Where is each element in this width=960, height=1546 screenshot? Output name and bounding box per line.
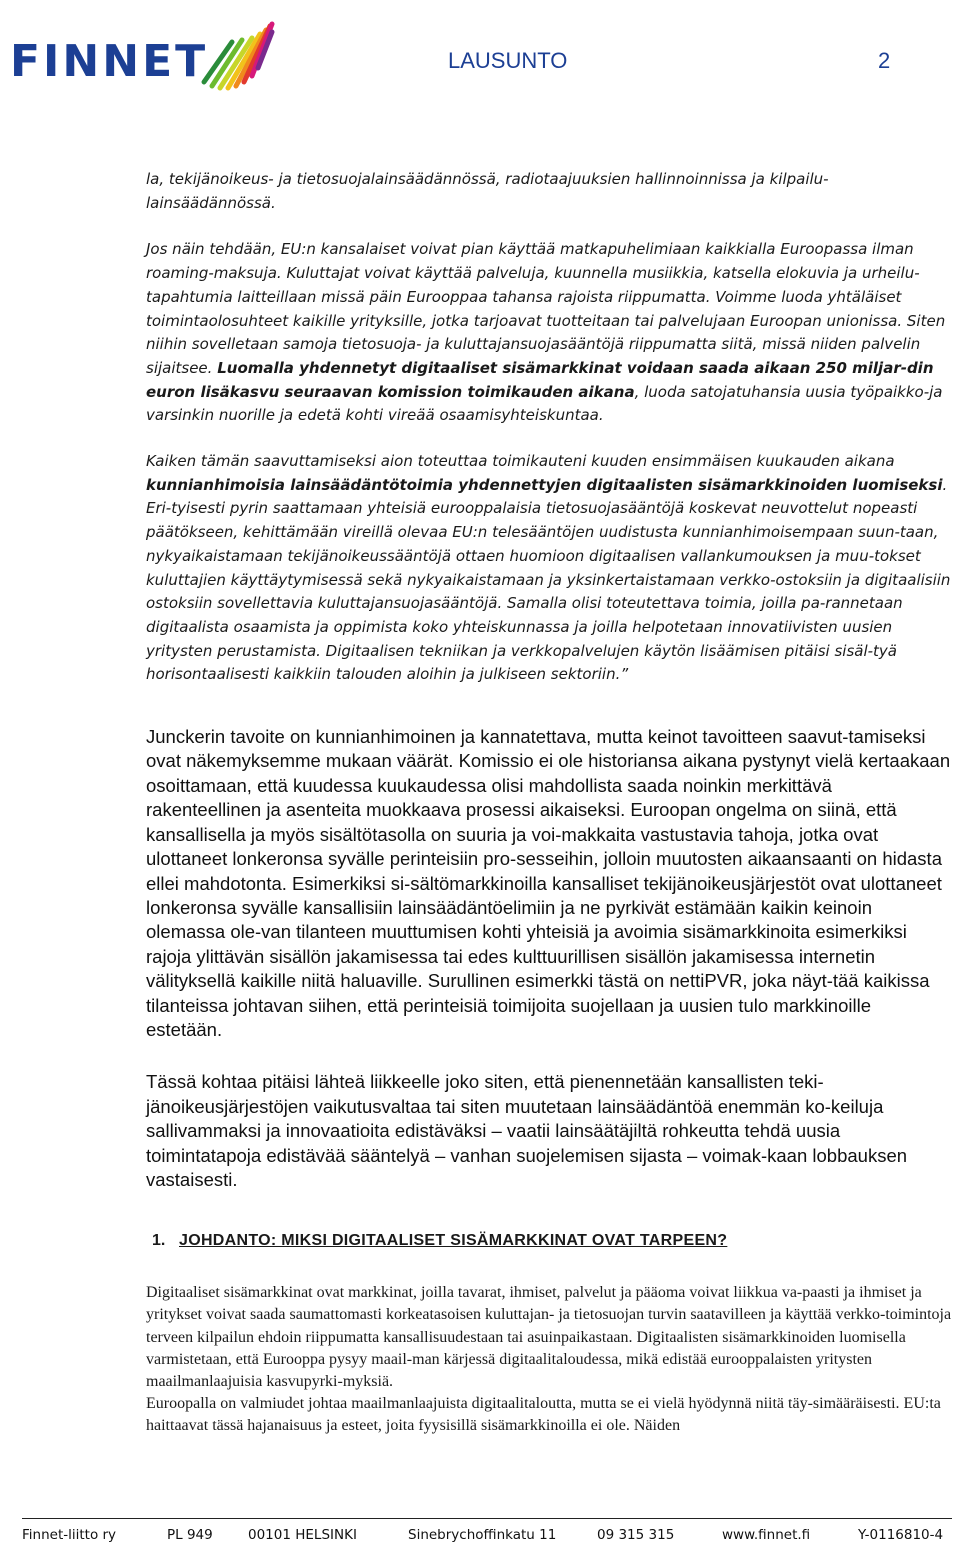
commentary-paragraph-2: Tässä kohtaa pitäisi lähteä liikkeelle joko siten, että pienennetään kansallisten teki-jänoikeusjärjestöjen vaikutusvaltaa tai siten muutetaan lainsäädäntöä enemmän ko-keiluja sallivammaksi ja innovaatioita edistäväksi – vaatii lainsäätäjiltä rohkeutta tehdä uusia toimintatapoja edistävää sääntelyä – vanhan suojelemisen sijasta – voimak-kaan lobbauksen vastaisesti. <box>146 1071 908 1190</box>
quote-paragraph-2 <box>146 238 952 428</box>
footer-phone: 09 315 315 <box>597 1527 675 1543</box>
quote-p2-text-a: Jos näin tehdään, EU:n kansalaiset voivat pian käyttää matkapuhelimiaan kaikkialla Euroopassa ilman roaming-maksuja. Kuluttajat voivat käyttää palveluja, kuunnella musiikkia, katsella elokuvia ja urheilu-tapahtumia laitteillaan missä päin Eurooppaa tahansa rajoista riippumatta. Voimme luoda yhtäläiset toimintaolosuhteet kaikille yrityksille, jotka tarjoavat tuotteitaan tai palvelujaan Euroopan unionissa. Siten niihin sovelletaan samoja tietosuoja- ja kuluttajansuojasääntöjä riippumatta siitä, missä niiden palvelin sijaitsee. <box>146 240 946 377</box>
footer-website-link[interactable]: www.finnet.fi <box>722 1527 811 1543</box>
page-header <box>0 0 960 110</box>
page-number: 2 <box>878 48 891 73</box>
document-type-label: LAUSUNTO <box>448 48 568 73</box>
finnet-logo <box>10 12 270 92</box>
footer-street: Sinebrychoffinkatu 11 <box>408 1527 557 1543</box>
quote-p2-text-b: , luoda satojatuhansia uusia työpaikko-ja varsinkin nuorille ja edetä kohti vireää osaamisyhteiskuntaa. <box>146 382 943 425</box>
footer-business-id: Y-0116810-4 <box>858 1527 944 1543</box>
quote-p3-text-a: Kaiken tämän saavuttamiseksi aion toteuttaa toimikauteni kuuden ensimmäisen kuukauden aikana <box>146 452 895 471</box>
intro-paragraph-1: Digitaaliset sisämarkkinat ovat markkinat, joilla tavarat, ihmiset, palvelut ja pääoma voivat liikkua va-paasti ja ihmiset ja yritykset voivat saada saumattomasti korkeatasoisen kuluttajan- ja tietosuojan turvin saatavilleen ja käyttää verkko-toimintoja terveen kilpailun ehdoin riippumatta kansallisuudestaan tai asuinpaikastaan. Digitaalisten sisämarkkinoiden luomisella varmistetaan, että Eurooppa pysyy maail-man kärjessä digitaalitaloudessa, mikä edistää eurooppalaisten yritysten maailmanlaajuisia kasvupyrki-myksiä. <box>146 1284 952 1390</box>
logo-wordmark: FINNET <box>10 36 209 87</box>
logo-stripes-icon <box>196 12 276 92</box>
section-heading <box>152 1232 952 1250</box>
document-body <box>146 168 952 1437</box>
intro-paragraph-2: Euroopalla on valmiudet johtaa maailmanlaajuista digitaalitaloutta, mutta se ei vielä hyödynnä niitä täy-simääräisesti. EU:ta haittaavat tässä hajanaisuus ja esteet, joita fyysisillä sisämarkkinoilla ei ole. Näiden <box>146 1394 941 1434</box>
section-number: 1. <box>152 1232 166 1250</box>
quote-p3-text-b: . Eri-tyisesti pyrin saattamaan yhteisiä eurooppalaisia tietosuojasääntöjä koskevat neuvottelut nopeasti päätökseen, kehittämään vireillä olevaa EU:n telesääntöjen uudistusta kunnianhimoisempaan suun-taan, nykyaikaistamaan tekijänoikeussääntöjä ottaen huomioon digitaalisen vallankumouksen ja muu-tokset kuluttajien käyttäytymisessä sekä nykyaikaistamaan ja yksinkertaistamaan verkko-ostoksiin ja digitaalisiin ostoksiin sovellettavia kuluttajansuojasääntöjä. Samalla olisi toteutettava toimia, joilla pa-rannetaan digitaalista osaamista ja oppimista koko yhteiskunnassa ja joilla helpotetaan innovatiivisten uusien yritysten perustamista. Digitaalisen tekniikan ja verkkopalvelujen käytön lisäämisen pitäisi sisäl-tyä horisontaalisesti kaikkiin talouden aloihin ja julkiseen sektoriin.” <box>146 475 951 684</box>
quote-paragraph-3 <box>146 450 952 687</box>
footer-pobox: PL 949 <box>167 1527 213 1543</box>
section-title: JOHDANTO: MIKSI DIGITAALISET SISÄMARKKINAT OVAT TARPEEN? <box>179 1232 728 1250</box>
commentary-paragraph-1: Junckerin tavoite on kunnianhimoinen ja kannatettava, mutta keinot tavoitteen saavut-tamiseksi ovat näkemyksemme mukaan väärät. Komissio ei ole historiansa aikana pystynyt vielä kertaakaan osoittamaan, että kuudessa kuukaudessa olisi mahdollista saada noinkin merkittävä rakenteellinen ja asenteita muokkaava prosessi aikaiseksi. Euroopan ongelma on siinä, että kansallisella ja myös sisältötasolla on suuria ja voi-makkaita vastustavia tahoja, jotka ovat ulottaneet lonkeronsa syvälle perinteisiin pro-sesseihin, jolloin muutosten aikaansaanti on hidasta ellei mahdotonta. Esimerkiksi si-sältömarkkinoilla kansalliset tekijänoikeusjärjestöt ovat ulottaneet lonkeronsa syvälle kansallisiin lainsäädäntöelimiin ja ne pyrkivät estämään kaikin keinoin olemassa ole-van tilanteen muuttumisen kohti yhteisiä ja avoimia sisämarkkinoita esimerkiksi rajoja ylittävän sisällön jakamisessa tai edes kulttuurillisen sisällön jakamisessa internetin välityksellä kaikille niitä haluaville. Surullinen esimerkki tästä on nettiPVR, joka näyt-tää kaikissa tilanteissa johtavan siihen, että perinteisiä toimijoita suojellaan ja uusien tulo markkinoille estetään. <box>146 726 951 1040</box>
footer-postcode: 00101 HELSINKI <box>248 1527 357 1543</box>
quote-paragraph-1: la, tekijänoikeus- ja tietosuojalainsäädännössä, radiotaajuuksien hallinnoinnissa ja kilpailu-lainsäädännössä. <box>146 170 829 212</box>
footer-org: Finnet-liitto ry <box>22 1527 117 1543</box>
quote-p2-bold: Luomalla yhdennetyt digitaaliset sisämarkkinat voidaan saada aikaan 250 miljar-din euron lisäkasvu seuraavan komission toimikauden aikana <box>146 358 934 401</box>
footer-divider <box>22 1518 952 1519</box>
quote-p3-bold: kunnianhimoisia lainsäädäntötoimia yhdennettyjen digitaalisten sisämarkkinoiden luomiseksi <box>146 475 943 494</box>
